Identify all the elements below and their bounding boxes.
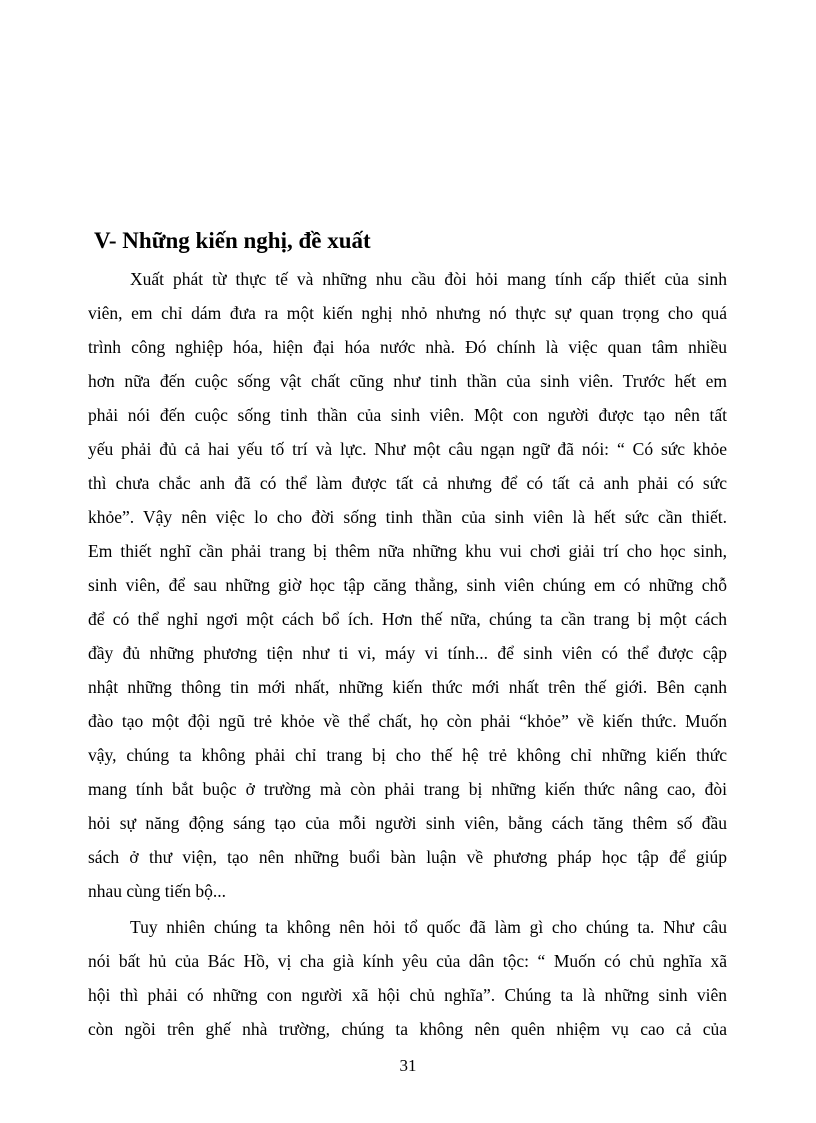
body-line: phải nói đến cuộc sống tinh thần của sinh viên. Một con người được tạo nên tất <box>88 405 727 425</box>
body-line: mang tính bắt buộc ở trường mà còn phải trang bị những kiến thức nâng cao, đòi <box>88 779 727 799</box>
body-line: sinh viên, để sau những giờ học tập căng thẳng, sinh viên chúng em có những chỗ <box>88 575 727 595</box>
body-line: hỏi sự năng động sáng tạo của mỗi người sinh viên, bằng cách tăng thêm số đầu <box>88 813 727 833</box>
body-line: hội thì phải có những con người xã hội chủ nghĩa”. Chúng ta là những sinh viên <box>88 985 727 1005</box>
body-line: viên, em chỉ dám đưa ra một kiến nghị nhỏ nhưng nó thực sự quan trọng cho quá <box>88 303 727 323</box>
body-line: đào tạo một đội ngũ trẻ khỏe về thể chất, họ còn phải “khỏe” về kiến thức. Muốn <box>88 711 727 731</box>
page-number: 31 <box>399 1056 417 1075</box>
body-line: trình công nghiệp hóa, hiện đại hóa nước nhà. Đó chính là việc quan tâm nhiều <box>88 337 727 357</box>
body-line: còn ngồi trên ghế nhà trường, chúng ta không nên quên nhiệm vụ cao cả của <box>88 1019 727 1039</box>
body-line: khỏe”. Vậy nên việc lo cho đời sống tinh thần của sinh viên là hết sức cần thiết. <box>88 507 727 527</box>
body-line: Xuất phát từ thực tế và những nhu cầu đòi hỏi mang tính cấp thiết của sinh <box>130 269 727 289</box>
body-line: thì chưa chắc anh đã có thể làm được tất cả nhưng để có tất cả anh phải có sức <box>88 473 727 493</box>
body-line: nhật những thông tin mới nhất, những kiến thức mới nhất trên thế giới. Bên cạnh <box>88 677 727 697</box>
body-line: đầy đủ những phương tiện như ti vi, máy vi tính... để sinh viên có thể được cập <box>88 643 727 663</box>
body-line: nhau cùng tiến bộ... <box>88 881 227 901</box>
body-line: sách ở thư viện, tạo nên những buổi bàn luận về phương pháp học tập để giúp <box>88 847 727 867</box>
body-line: vậy, chúng ta không phải chỉ trang bị cho thế hệ trẻ không chỉ những kiến thức <box>88 745 727 765</box>
body-line: nói bất hủ của Bác Hồ, vị cha già kính yêu của dân tộc: “ Muốn có chủ nghĩa xã <box>88 951 727 971</box>
body-line: yếu phải đủ cả hai yếu tố trí và lực. Như một câu ngạn ngữ đã nói: “ Có sức khỏe <box>88 439 727 459</box>
body-line: để có thể nghỉ ngơi một cách bổ ích. Hơn thế nữa, chúng ta cần trang bị một cách <box>88 609 727 629</box>
section-heading: V- Những kiến nghị, đề xuất <box>94 228 371 253</box>
body-line: Tuy nhiên chúng ta không nên hỏi tổ quốc đã làm gì cho chúng ta. Như câu <box>130 917 727 937</box>
body-line: hơn nữa đến cuộc sống vật chất cũng như tinh thần của sinh viên. Trước hết em <box>88 371 727 391</box>
body-line: Em thiết nghĩ cần phải trang bị thêm nữa những khu vui chơi giải trí cho học sinh, <box>88 541 727 561</box>
